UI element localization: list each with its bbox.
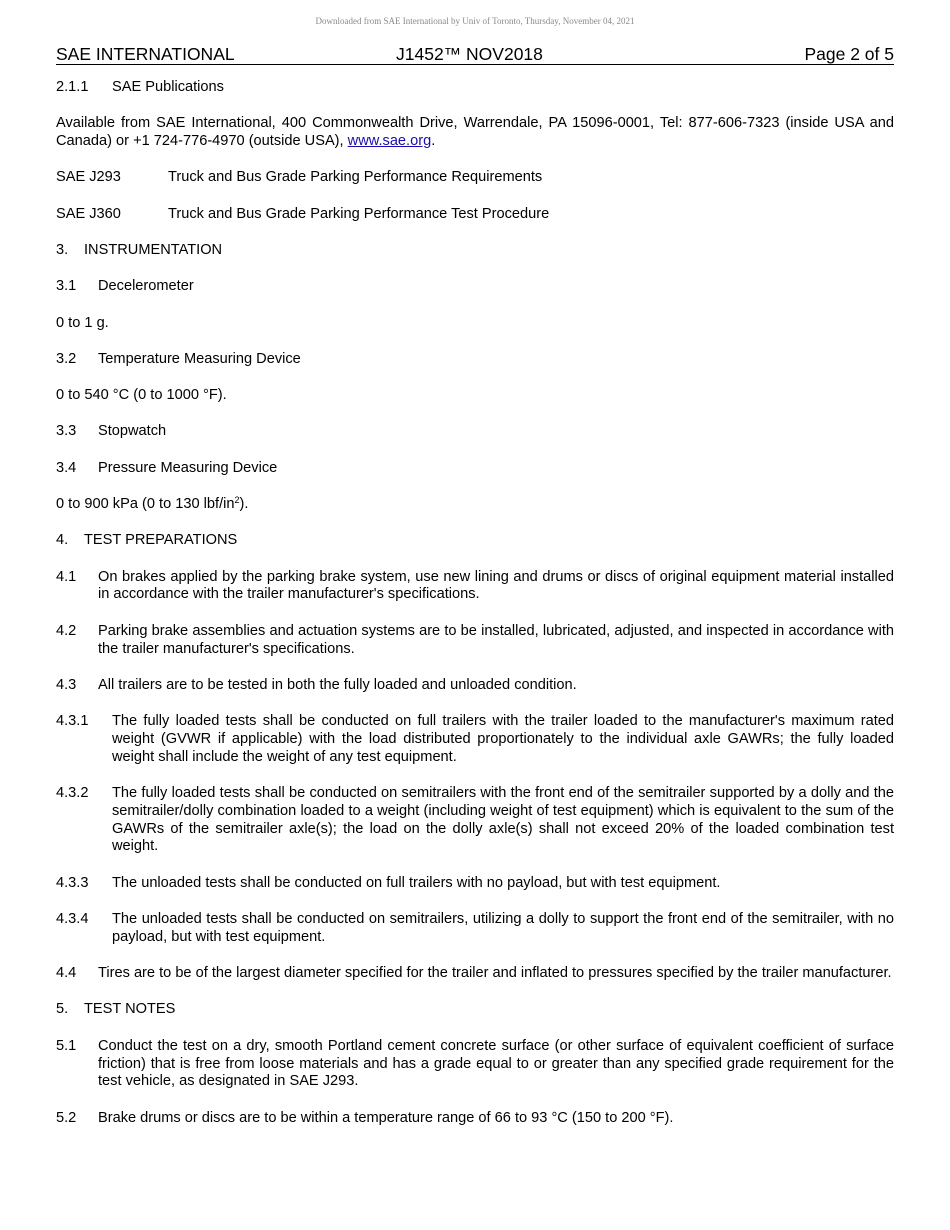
section-4-3-1 — [56, 713, 894, 766]
section-number: 3. — [56, 241, 69, 258]
reference-j293 — [56, 169, 894, 187]
pressure-range-text: 0 to 900 kPa (0 to 130 lbf/in — [56, 496, 235, 513]
section-number: 4.2 — [56, 622, 77, 639]
section-4-3-3 — [56, 875, 894, 893]
section-number: 3.1 — [56, 278, 77, 295]
availability-paragraph — [56, 115, 894, 151]
section-text: The unloaded tests shall be conducted on full trailers with no payload, but with test equipment. — [112, 874, 721, 891]
download-watermark: Downloaded from SAE International by Univ of Toronto, Thursday, November 04, 2021 — [315, 16, 635, 26]
section-text: Brake drums or discs are to be within a temperature range of 66 to 93 °C (150 to 200 °F). — [98, 1109, 674, 1126]
reference-code: SAE J293 — [56, 169, 121, 186]
section-number: 3.2 — [56, 350, 77, 367]
sae-website-link[interactable]: www.sae.org — [347, 133, 432, 150]
section-number: 4.1 — [56, 568, 77, 585]
section-5-1 — [56, 1038, 894, 1091]
section-4-3-4 — [56, 911, 894, 947]
section-3-1-heading — [56, 278, 894, 296]
pressure-range-end: ). — [239, 496, 249, 513]
section-title: Temperature Measuring Device — [98, 350, 301, 367]
section-text: All trailers are to be tested in both the fully loaded and unloaded condition. — [98, 676, 577, 693]
document-body — [56, 79, 894, 1127]
decelerometer-range: 0 to 1 g. — [56, 314, 109, 331]
header-org: SAE INTERNATIONAL — [56, 44, 235, 64]
section-title: SAE Publications — [112, 79, 224, 95]
section-title: Decelerometer — [98, 278, 194, 295]
section-title: Stopwatch — [98, 423, 167, 440]
section-3-4-heading — [56, 460, 894, 478]
section-number: 4. — [56, 532, 69, 549]
section-text: On brakes applied by the parking brake system, use new lining and drums or discs of original equipment material installed in accordance with the trailer manufacturer's specifications. — [98, 568, 894, 603]
reference-code: SAE J360 — [56, 205, 121, 222]
section-number: 5.2 — [56, 1109, 77, 1126]
pressure-range — [56, 496, 894, 514]
reference-title: Truck and Bus Grade Parking Performance Test Procedure — [168, 205, 550, 222]
section-number: 4.3.2 — [56, 785, 89, 802]
section-3-3-heading — [56, 423, 894, 441]
section-title: Pressure Measuring Device — [98, 459, 278, 476]
section-number: 2.1.1 — [56, 79, 89, 95]
section-3-2-heading — [56, 351, 894, 369]
pressure-range-exponent: 2 — [234, 495, 240, 506]
section-4-2 — [56, 623, 894, 659]
section-number: 4.3.3 — [56, 874, 89, 891]
temperature-range: 0 to 540 °C (0 to 1000 °F). — [56, 387, 227, 404]
section-4-heading — [56, 532, 894, 550]
section-4-1 — [56, 569, 894, 605]
section-number: 3.4 — [56, 459, 77, 476]
section-3-heading — [56, 242, 894, 260]
page-header — [56, 44, 894, 65]
section-number: 4.3 — [56, 676, 77, 693]
section-4-3-2 — [56, 785, 894, 856]
section-number: 3.3 — [56, 423, 77, 440]
section-title: TEST PREPARATIONS — [84, 532, 238, 549]
section-4-3 — [56, 677, 894, 695]
reference-j360 — [56, 206, 894, 224]
header-doc-id: J1452™ NOV2018 — [396, 44, 543, 64]
section-text: Tires are to be of the largest diameter specified for the trailer and inflated to pressures specified by the trailer manufacturer. — [98, 965, 892, 982]
reference-title: Truck and Bus Grade Parking Performance Requirements — [168, 169, 543, 186]
section-number: 4.4 — [56, 965, 77, 982]
section-4-4 — [56, 965, 894, 983]
section-5-2 — [56, 1110, 894, 1128]
section-text: The fully loaded tests shall be conducted on semitrailers with the front end of the semitrailer supported by a dolly and the semitrailer/dolly combination loaded to a weight (including weight of test equipment) which is equivalent to the sum of the GAWRs of the semitrailer axle(s); the load on the dolly axle(s) shall not exceed 20% of the loaded combination test weight. — [112, 785, 894, 855]
section-2-1-1-heading — [56, 79, 894, 97]
section-text: The fully loaded tests shall be conducted on full trailers with the trailer loaded to the manufacturer's maximum rated weight (GVWR if applicable) with the load distributed proportionately to the individual axle GAWRs; the fully loaded weight shall include the weight of any test equipment. — [112, 713, 894, 765]
header-page-number: Page 2 of 5 — [804, 44, 894, 64]
section-number: 4.3.4 — [56, 911, 89, 928]
section-text: Conduct the test on a dry, smooth Portland cement concrete surface (or other surface of equivalent coefficient of surface friction) that is free from loose materials and has a grade equal to or greater than any specified grade requirement for the test vehicle, as designated in SAE J293. — [98, 1037, 894, 1090]
section-text: Parking brake assemblies and actuation systems are to be installed, lubricated, adjusted, and inspected in accordance with the trailer manufacturer's specifications. — [98, 622, 894, 657]
section-title: TEST NOTES — [84, 1001, 176, 1018]
availability-text: Available from SAE International, 400 Commonwealth Drive, Warrendale, PA 15096-0001, Tel: 877-606-7323 (inside USA and Canada) or +1 724-776-4970 (outside USA), — [56, 115, 894, 150]
section-5-heading — [56, 1001, 894, 1019]
availability-end: . — [431, 133, 436, 150]
section-number: 5.1 — [56, 1037, 77, 1054]
section-number: 5. — [56, 1001, 69, 1018]
section-number: 4.3.1 — [56, 713, 89, 730]
section-text: The unloaded tests shall be conducted on semitrailers, utilizing a dolly to support the front end of the semitrailer, with no payload, but with test equipment. — [112, 911, 894, 945]
section-title: INSTRUMENTATION — [84, 241, 223, 258]
